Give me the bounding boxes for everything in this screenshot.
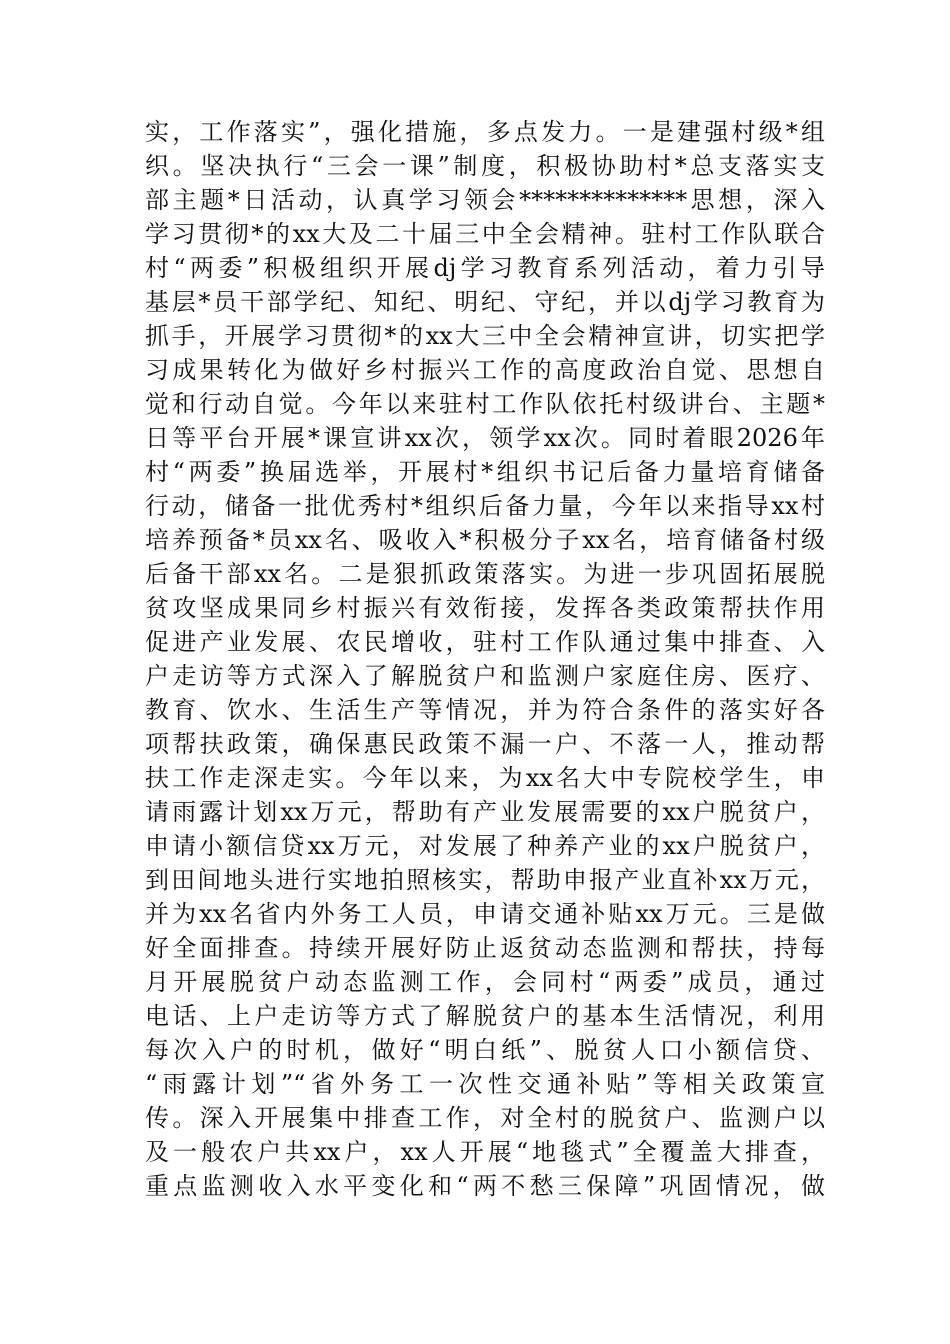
text-line: 每次入户的时机，做好“明白纸”、脱贫人口小额信贷、: [145, 1036, 825, 1064]
text-line: 扶工作走深走实。今年以来，为xx名大中专院校学生，申: [145, 764, 825, 792]
text-line: 教育、饮水、生活生产等情况，并为符合条件的落实好各: [145, 696, 825, 724]
text-line: 抓手，开展学习贯彻*的xx大三中全会精神宣讲，切实把学: [145, 322, 825, 350]
text-line: 好全面排查。持续开展好防止返贫动态监测和帮扶，持每: [145, 934, 825, 962]
text-line: 后备干部xx名。二是狠抓政策落实。为进一步巩固拓展脱: [145, 560, 825, 588]
text-line: 村“两委”积极组织开展dj学习教育系列活动，着力引导: [145, 254, 825, 282]
text-line: 申请小额信贷xx万元，对发展了种养产业的xx户脱贫户，: [145, 832, 825, 860]
text-line: 基层*员干部学纪、知纪、明纪、守纪，并以dj学习教育为: [145, 288, 825, 316]
text-line: 电话、上户走访等方式了解脱贫户的基本生活情况，利用: [145, 1002, 825, 1030]
text-line: 觉和行动自觉。今年以来驻村工作队依托村级讲台、主题*: [145, 390, 825, 418]
text-line: 行动，储备一批优秀村*组织后备力量，今年以来指导xx村: [145, 492, 825, 520]
text-line: 习成果转化为做好乡村振兴工作的高度政治自觉、思想自: [145, 356, 825, 384]
text-line: 户走访等方式深入了解脱贫户和监测户家庭住房、医疗、: [145, 662, 825, 690]
text-line: 日等平台开展*课宣讲xx次，领学xx次。同时着眼2026年: [145, 424, 825, 452]
body-paragraph: [145, 115, 825, 1203]
text-line: “雨露计划”“省外务工一次性交通补贴”等相关政策宣: [145, 1070, 825, 1098]
text-line: 织。坚决执行“三会一课”制度，积极协助村*总支落实支: [145, 152, 825, 180]
text-line: 重点监测收入水平变化和“两不愁三保障”巩固情况，做: [145, 1172, 825, 1200]
text-line: 到田间地头进行实地拍照核实，帮助申报产业直补xx万元，: [145, 866, 825, 894]
text-line: 项帮扶政策，确保惠民政策不漏一户、不落一人，推动帮: [145, 730, 825, 758]
text-line: 月开展脱贫户动态监测工作，会同村“两委”成员，通过: [145, 968, 825, 996]
text-line: 部主题*日活动，认真学习领会**************思想，深入: [145, 186, 825, 214]
text-line: 及一般农户共xx户，xx人开展“地毯式”全覆盖大排查，: [145, 1138, 825, 1166]
text-line: 贫攻坚成果同乡村振兴有效衔接，发挥各类政策帮扶作用: [145, 594, 825, 622]
text-line: 村“两委”换届选举，开展村*组织书记后备力量培育储备: [145, 458, 825, 486]
text-line: 促进产业发展、农民增收，驻村工作队通过集中排查、入: [145, 628, 825, 656]
text-line: 传。深入开展集中排查工作，对全村的脱贫户、监测户以: [145, 1104, 825, 1132]
text-line: 并为xx名省内外务工人员，申请交通补贴xx万元。三是做: [145, 900, 825, 928]
text-line: 实，工作落实”，强化措施，多点发力。一是建强村级*组: [145, 118, 825, 146]
text-line: 培养预备*员xx名、吸收入*积极分子xx名，培育储备村级: [145, 526, 825, 554]
text-line: 学习贯彻*的xx大及二十届三中全会精神。驻村工作队联合: [145, 220, 825, 248]
text-line: 请雨露计划xx万元，帮助有产业发展需要的xx户脱贫户，: [145, 798, 825, 826]
